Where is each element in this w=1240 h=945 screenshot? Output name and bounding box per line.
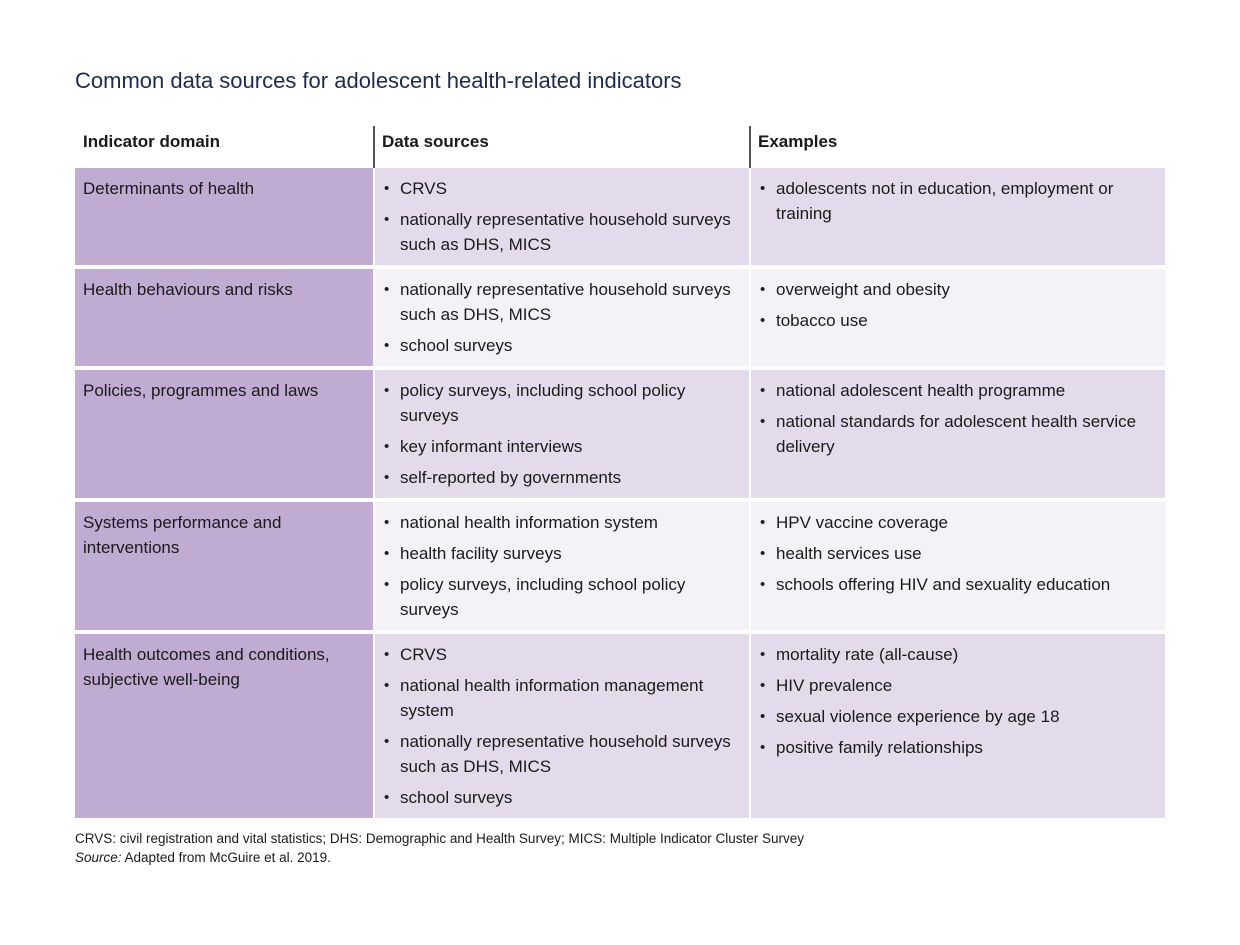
sources-list [383, 378, 741, 490]
header-examples: Examples [749, 126, 1165, 168]
examples-list [759, 277, 1157, 333]
domain-cell: Health outcomes and conditions, subjective well-being [75, 634, 373, 818]
list-item: • national adolescent health programme [759, 378, 1157, 403]
examples-cell [749, 634, 1165, 818]
list-item: • sexual violence experience by age 18 [759, 704, 1157, 729]
sources-cell [373, 168, 749, 265]
header-data-sources: Data sources [373, 126, 749, 168]
examples-list [759, 642, 1157, 760]
list-item: • nationally representative household surveys such as DHS, MICS [383, 277, 741, 327]
examples-cell [749, 502, 1165, 630]
sources-list [383, 510, 741, 622]
list-item: • key informant interviews [383, 434, 741, 459]
examples-cell [749, 370, 1165, 498]
list-item: • nationally representative household surveys such as DHS, MICS [383, 729, 741, 779]
list-item: • health services use [759, 541, 1157, 566]
sources-list [383, 277, 741, 358]
page-title: Common data sources for adolescent health-related indicators [75, 68, 682, 93]
list-item: • school surveys [383, 785, 741, 810]
sources-cell [373, 269, 749, 366]
sources-cell [373, 370, 749, 498]
source-text: Adapted from McGuire et al. 2019. [121, 850, 331, 865]
domain-cell: Systems performance and interventions [75, 502, 373, 630]
list-item: • CRVS [383, 642, 741, 667]
sources-cell [373, 634, 749, 818]
list-item: • school surveys [383, 333, 741, 358]
domain-cell: Determinants of health [75, 168, 373, 265]
list-item: • tobacco use [759, 308, 1157, 333]
list-item: • CRVS [383, 176, 741, 201]
list-item: • health facility surveys [383, 541, 741, 566]
list-item: • schools offering HIV and sexuality education [759, 572, 1157, 597]
sources-cell [373, 502, 749, 630]
source-note [75, 848, 804, 867]
sources-list [383, 642, 741, 810]
table-footnote [75, 829, 804, 867]
examples-list [759, 378, 1157, 459]
domain-cell: Policies, programmes and laws [75, 370, 373, 498]
list-item: • national health information management system [383, 673, 741, 723]
list-item: • HIV prevalence [759, 673, 1157, 698]
source-label: Source: [75, 850, 122, 865]
list-item: • HPV vaccine coverage [759, 510, 1157, 535]
examples-cell [749, 168, 1165, 265]
list-item: • national standards for adolescent health service delivery [759, 409, 1157, 459]
list-item: • overweight and obesity [759, 277, 1157, 302]
header-indicator-domain: Indicator domain [83, 132, 220, 151]
sources-list [383, 176, 741, 257]
list-item: • positive family relationships [759, 735, 1157, 760]
list-item: • nationally representative household surveys such as DHS, MICS [383, 207, 741, 257]
list-item: • policy surveys, including school policy surveys [383, 378, 741, 428]
abbreviations-note: CRVS: civil registration and vital statistics; DHS: Demographic and Health Survey; MICS: Multiple Indicator Cluster Survey [75, 831, 805, 846]
list-item: • mortality rate (all-cause) [759, 642, 1157, 667]
examples-cell [749, 269, 1165, 366]
examples-list [759, 176, 1157, 226]
examples-list [759, 510, 1157, 597]
list-item: • adolescents not in education, employment or training [759, 176, 1157, 226]
list-item: • national health information system [383, 510, 741, 535]
list-item: • policy surveys, including school policy surveys [383, 572, 741, 622]
list-item: • self-reported by governments [383, 465, 741, 490]
domain-cell: Health behaviours and risks [75, 269, 373, 366]
data-sources-table [75, 126, 1165, 818]
